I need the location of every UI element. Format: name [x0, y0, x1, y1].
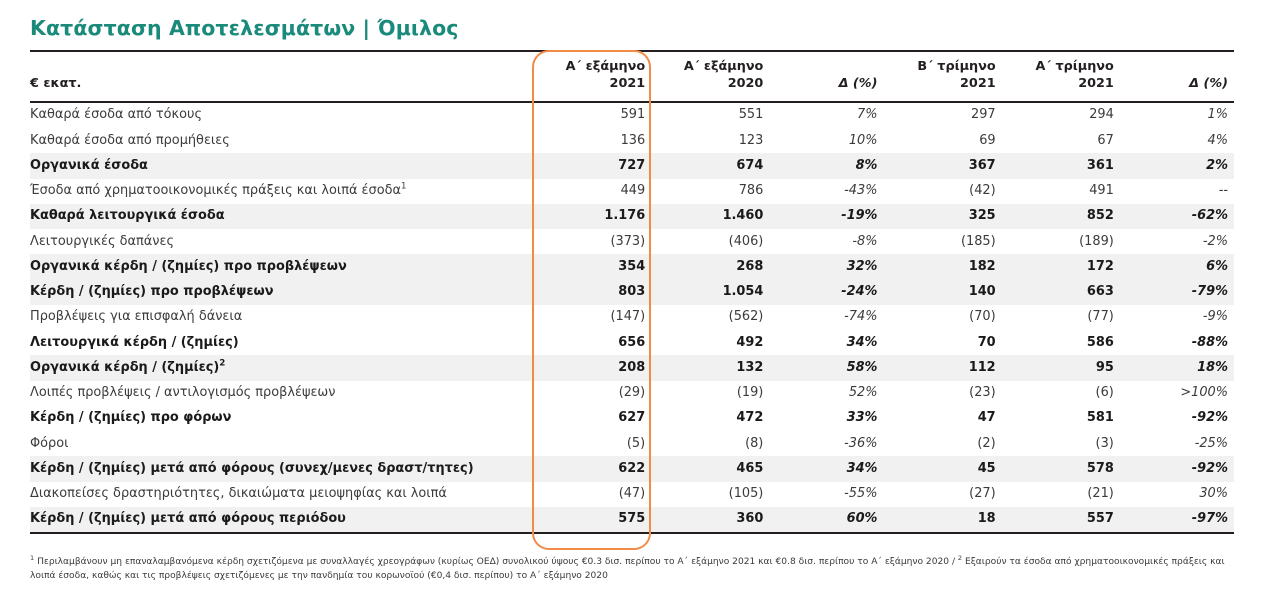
cell-delta-pct: -2% [1202, 233, 1228, 249]
cell-delta-pct: 18% [1120, 355, 1234, 380]
table-row [30, 406, 1234, 431]
cell-delta-pct: -88% [1191, 334, 1228, 350]
column-header-2: Α΄ εξάμηνο 2020 [651, 51, 769, 102]
cell-value: (77) [1087, 309, 1114, 325]
cell-value: 172 [1002, 254, 1120, 279]
cell-value: (189) [1079, 233, 1114, 249]
table-row [30, 482, 1234, 507]
cell-value: (47) [618, 486, 646, 502]
cell-delta-pct: -92% [1191, 410, 1228, 426]
row-label: Διακοπείσες δραστηριότητες, δικαιώματα μειοψηφίας και λοιπά [30, 486, 447, 502]
cell-delta-pct: 7% [857, 107, 878, 123]
cell-delta-pct: -55% [844, 486, 878, 502]
financial-table-container [30, 50, 1234, 534]
cell-value: 182 [883, 254, 1001, 279]
cell-value: (105) [728, 486, 764, 502]
table-row [30, 280, 1234, 305]
cell-value: (562) [728, 309, 764, 325]
cell-delta-pct: -92% [1120, 456, 1234, 481]
row-label: Έσοδα από χρηματοοικονομικές πράξεις και λοιπά έσοδα$^1$ [30, 181, 407, 199]
cell-value: 491 [1089, 183, 1114, 199]
cell-value: (6) [1095, 385, 1114, 401]
row-label: Κέρδη / (ζημίες) μετά από φόρους περιόδου [30, 507, 533, 533]
footnote-marker: 1 [400, 181, 407, 192]
table-row [30, 507, 1234, 533]
cell-value: 47 [977, 410, 996, 426]
cell-delta-pct: -8% [852, 233, 878, 249]
column-header-label: € εκατ. [30, 51, 533, 102]
cell-value: 465 [651, 456, 769, 481]
table-header [30, 51, 1234, 102]
row-label: Κέρδη / (ζημίες) προ φόρων [30, 410, 232, 426]
cell-value: 268 [651, 254, 769, 279]
footnote-marker: 2 [219, 358, 226, 369]
table-row [30, 381, 1234, 406]
cell-delta-pct: 8% [769, 153, 883, 178]
row-label: Οργανικά έσοδα [30, 153, 533, 178]
cell-value: 591 [620, 107, 646, 123]
cell-value: 786 [738, 183, 764, 199]
cell-delta-pct: -9% [1202, 309, 1228, 325]
table-row [30, 153, 1234, 178]
cell-value: 69 [979, 132, 996, 148]
cell-value: (21) [1087, 486, 1114, 502]
table-row [30, 355, 1234, 380]
cell-value: 1.460 [651, 204, 769, 229]
row-label: Λειτουργικές δαπάνες [30, 233, 175, 249]
table-row [30, 305, 1234, 330]
cell-value: 575 [533, 507, 651, 533]
row-label: Καθαρά λειτουργικά έσοδα [30, 204, 533, 229]
cell-delta-pct: -74% [844, 309, 878, 325]
cell-value: 492 [736, 334, 764, 350]
cell-value: (2) [977, 435, 996, 451]
cell-value: 627 [618, 410, 646, 426]
row-label: Λειτουργικά κέρδη / (ζημίες) [30, 334, 239, 350]
cell-delta-pct: -- [1218, 183, 1228, 199]
column-header-3: Δ (%) [769, 51, 883, 102]
cell-value: 208 [533, 355, 651, 380]
cell-value: 297 [971, 107, 996, 123]
cell-value: 367 [883, 153, 1001, 178]
cell-delta-pct: 1% [1207, 107, 1228, 123]
cell-value: (42) [969, 183, 996, 199]
cell-value: 132 [651, 355, 769, 380]
row-label: Οργανικά κέρδη / (ζημίες)$^2$ [30, 355, 533, 380]
cell-value: 663 [1002, 280, 1120, 305]
cell-delta-pct: 60% [769, 507, 883, 533]
cell-value: 136 [620, 132, 646, 148]
footnote-text: $^1$ Περιλαμβάνουν μη επαναλαμβανόμενα κέρδη σχετιζόμενα με συναλλαγές χρεογράφων (κυρίως ΟΕΔ) συνολικού ύψους €0.3 δισ. περίπου το Α΄ εξάμηνο 2021 και €0.8 δισ. περίπου το Α΄ εξάμηνο 2020 / $^2$ Εξαιρούν τα έσοδα από χρηματοοικονομικές πράξεις και λοιπά έσοδα, καθώς και τις προβλέψεις σχετιζόμενες με την πανδημία του κορωνοϊού (€0,4 δισ. περίπου) το Α΄ εξάμηνο 2020 [30, 553, 1225, 581]
cell-value: (373) [610, 233, 646, 249]
cell-delta-pct: 6% [1120, 254, 1234, 279]
cell-delta-pct: -62% [1120, 204, 1234, 229]
cell-delta-pct: 4% [1207, 132, 1228, 148]
cell-value: (406) [728, 233, 764, 249]
cell-value: 360 [651, 507, 769, 533]
row-label: Καθαρά έσοδα από τόκους [30, 107, 203, 123]
cell-value: (3) [1095, 435, 1114, 451]
table-row [30, 254, 1234, 279]
income-statement-table [30, 50, 1234, 534]
cell-value: (29) [618, 385, 646, 401]
cell-value: 325 [883, 204, 1001, 229]
cell-delta-pct: 2% [1120, 153, 1234, 178]
cell-value: 586 [1086, 334, 1114, 350]
cell-delta-pct: 33% [846, 410, 878, 426]
cell-value: 123 [738, 132, 764, 148]
cell-delta-pct: -43% [844, 183, 878, 199]
cell-value: (19) [736, 385, 764, 401]
cell-delta-pct: -24% [769, 280, 883, 305]
table-body [30, 102, 1234, 533]
column-header-6: Δ (%) [1120, 51, 1234, 102]
table-row [30, 204, 1234, 229]
row-label: Καθαρά έσοδα από προμήθειες [30, 132, 230, 148]
cell-value: 140 [883, 280, 1001, 305]
cell-value: 294 [1089, 107, 1114, 123]
cell-delta-pct: -97% [1120, 507, 1234, 533]
cell-delta-pct: 10% [848, 132, 878, 148]
cell-value: (8) [745, 435, 764, 451]
cell-value: 449 [620, 183, 646, 199]
cell-value: (23) [969, 385, 996, 401]
column-header-4: Β΄ τρίμηνο 2021 [883, 51, 1001, 102]
cell-value: (185) [960, 233, 996, 249]
row-label: Λοιπές προβλέψεις / αντιλογισμός προβλέψεων [30, 385, 336, 401]
cell-value: 656 [618, 334, 646, 350]
cell-value: 95 [1002, 355, 1120, 380]
footnote-superscript-2: 2 [957, 553, 963, 562]
cell-value: 354 [533, 254, 651, 279]
table-row [30, 128, 1234, 153]
cell-value: 67 [1097, 132, 1114, 148]
cell-value: 727 [533, 153, 651, 178]
cell-delta-pct: 32% [769, 254, 883, 279]
cell-delta-pct: >100% [1180, 385, 1228, 401]
cell-value: 578 [1002, 456, 1120, 481]
column-header-5: Α΄ τρίμηνο 2021 [1002, 51, 1120, 102]
row-label: Κέρδη / (ζημίες) προ προβλέψεων [30, 280, 533, 305]
cell-value: (27) [969, 486, 996, 502]
cell-delta-pct: 58% [769, 355, 883, 380]
cell-value: 803 [533, 280, 651, 305]
cell-value: 557 [1002, 507, 1120, 533]
table-row [30, 102, 1234, 128]
table-row [30, 456, 1234, 481]
cell-value: 361 [1002, 153, 1120, 178]
table-row [30, 229, 1234, 254]
cell-delta-pct: -25% [1194, 435, 1228, 451]
cell-delta-pct: -79% [1120, 280, 1234, 305]
cell-value: 18 [883, 507, 1001, 533]
cell-delta-pct: 52% [848, 385, 878, 401]
cell-value: 622 [533, 456, 651, 481]
cell-value: 1.054 [651, 280, 769, 305]
cell-value: (70) [969, 309, 996, 325]
column-header-1: Α΄ εξάμηνο 2021 [533, 51, 651, 102]
row-label: Οργανικά κέρδη / (ζημίες) προ προβλέψεων [30, 254, 533, 279]
row-label: Προβλέψεις για επισφαλή δάνεια [30, 309, 243, 325]
cell-value: 1.176 [533, 204, 651, 229]
cell-value: 472 [736, 410, 764, 426]
footnote-superscript-1: 1 [30, 553, 35, 562]
page-title: Κατάσταση Αποτελεσμάτων | Όμιλος [30, 16, 459, 40]
cell-value: 551 [738, 107, 764, 123]
row-label: Κέρδη / (ζημίες) μετά από φόρους (συνεχ/μενες δραστ/τητες) [30, 456, 533, 481]
cell-delta-pct: 34% [769, 456, 883, 481]
cell-value: 70 [977, 334, 996, 350]
cell-value: 674 [651, 153, 769, 178]
row-label: Φόροι [30, 435, 69, 451]
cell-value: (147) [610, 309, 646, 325]
cell-delta-pct: -36% [844, 435, 878, 451]
cell-delta-pct: 34% [846, 334, 878, 350]
table-row [30, 330, 1234, 355]
table-row [30, 431, 1234, 456]
cell-delta-pct: 30% [1199, 486, 1228, 502]
cell-value: 581 [1086, 410, 1114, 426]
cell-value: (5) [626, 435, 646, 451]
cell-value: 112 [883, 355, 1001, 380]
cell-delta-pct: -19% [769, 204, 883, 229]
table-header-row [30, 51, 1234, 102]
cell-value: 852 [1002, 204, 1120, 229]
cell-value: 45 [883, 456, 1001, 481]
table-row [30, 179, 1234, 204]
